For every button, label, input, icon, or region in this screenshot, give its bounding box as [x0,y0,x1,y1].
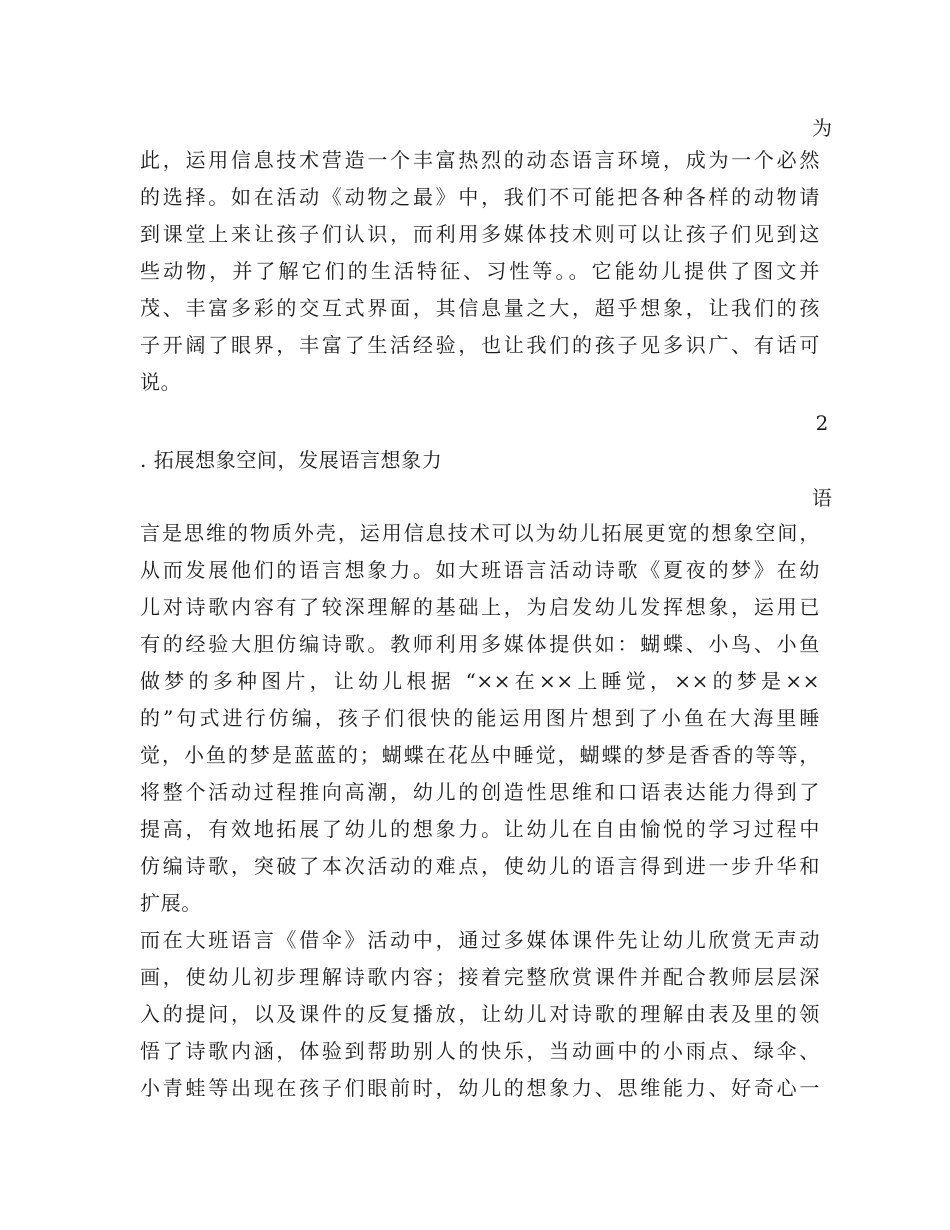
paragraph-2-line: 仿编诗歌，突破了本次活动的难点，使幼儿的语言得到进一步升华和 [140,854,820,878]
margin-char-yu: 语 [812,486,832,510]
margin-char-wei: 为 [812,116,832,140]
paragraph-2-line: 觉，小鱼的梦是蓝蓝的；蝴蝶在花丛中睡觉，蝴蝶的梦是香香的等等， [140,743,820,767]
paragraph-1-line: 说。 [140,370,182,394]
margin-char-two: 2 [815,411,829,435]
paragraph-3-line: 悟了诗歌内涵，体验到帮助别人的快乐，当动画中的小雨点、绿伞、 [140,1039,820,1063]
paragraph-3-line: 小青蛙等出现在孩子们眼前时，幼儿的想象力、思维能力、好奇心一 [140,1076,820,1100]
paragraph-2-line: 从而发展他们的语言想象力。如大班语言活动诗歌《夏夜的梦》在幼 [140,558,820,582]
paragraph-1-line: 些动物，并了解它们的生活特征、习性等。。它能幼儿提供了图文并 [140,259,820,283]
paragraph-2-line: 做梦的多种图片，让幼儿根据 “××在××上睡觉，××的梦是×× [140,669,820,693]
paragraph-3-line: 而在大班语言《借伞》活动中，通过多媒体课件先让幼儿欣赏无声动 [140,928,820,952]
paragraph-3-line: 入的提问，以及课件的反复播放，让幼儿对诗歌的理解由表及里的领 [140,1002,820,1026]
paragraph-2-line: 扩展。 [140,891,202,915]
paragraph-2-line: 的”句式进行仿编，孩子们很快的能运用图片想到了小鱼在大海里睡 [140,706,820,730]
paragraph-2-line: 将整个活动过程推向高潮，幼儿的创造性思维和口语表达能力得到了 [140,780,820,804]
paragraph-1-line: 到课堂上来让孩子们认识，而利用多媒体技术则可以让孩子们见到这 [140,222,820,246]
paragraph-2-line: 言是思维的物质外壳，运用信息技术可以为幼儿拓展更宽的想象空间， [140,521,820,545]
section-heading: . 拓展想象空间，发展语言想象力 [140,448,443,472]
paragraph-2-line: 儿对诗歌内容有了较深理解的基础上，为启发幼儿发挥想象，运用已 [140,595,820,619]
paragraph-2-line: 提高，有效地拓展了幼儿的想象力。让幼儿在自由愉悦的学习过程中 [140,817,820,841]
paragraph-1-line: 的选择。如在活动《动物之最》中，我们不可能把各种各样的动物请 [140,185,820,209]
paragraph-3-line: 画，使幼儿初步理解诗歌内容；接着完整欣赏课件并配合教师层层深 [140,965,820,989]
paragraph-1-line: 子开阔了眼界，丰富了生活经验，也让我们的孩子见多识广、有话可 [140,333,820,357]
paragraph-2-line: 有的经验大胆仿编诗歌。教师利用多媒体提供如：蝴蝶、小鸟、小鱼 [140,632,820,656]
paragraph-1-line: 此，运用信息技术营造一个丰富热烈的动态语言环境，成为一个必然 [140,148,820,172]
paragraph-1-line: 茂、丰富多彩的交互式界面，其信息量之大，超乎想象，让我们的孩 [140,296,820,320]
